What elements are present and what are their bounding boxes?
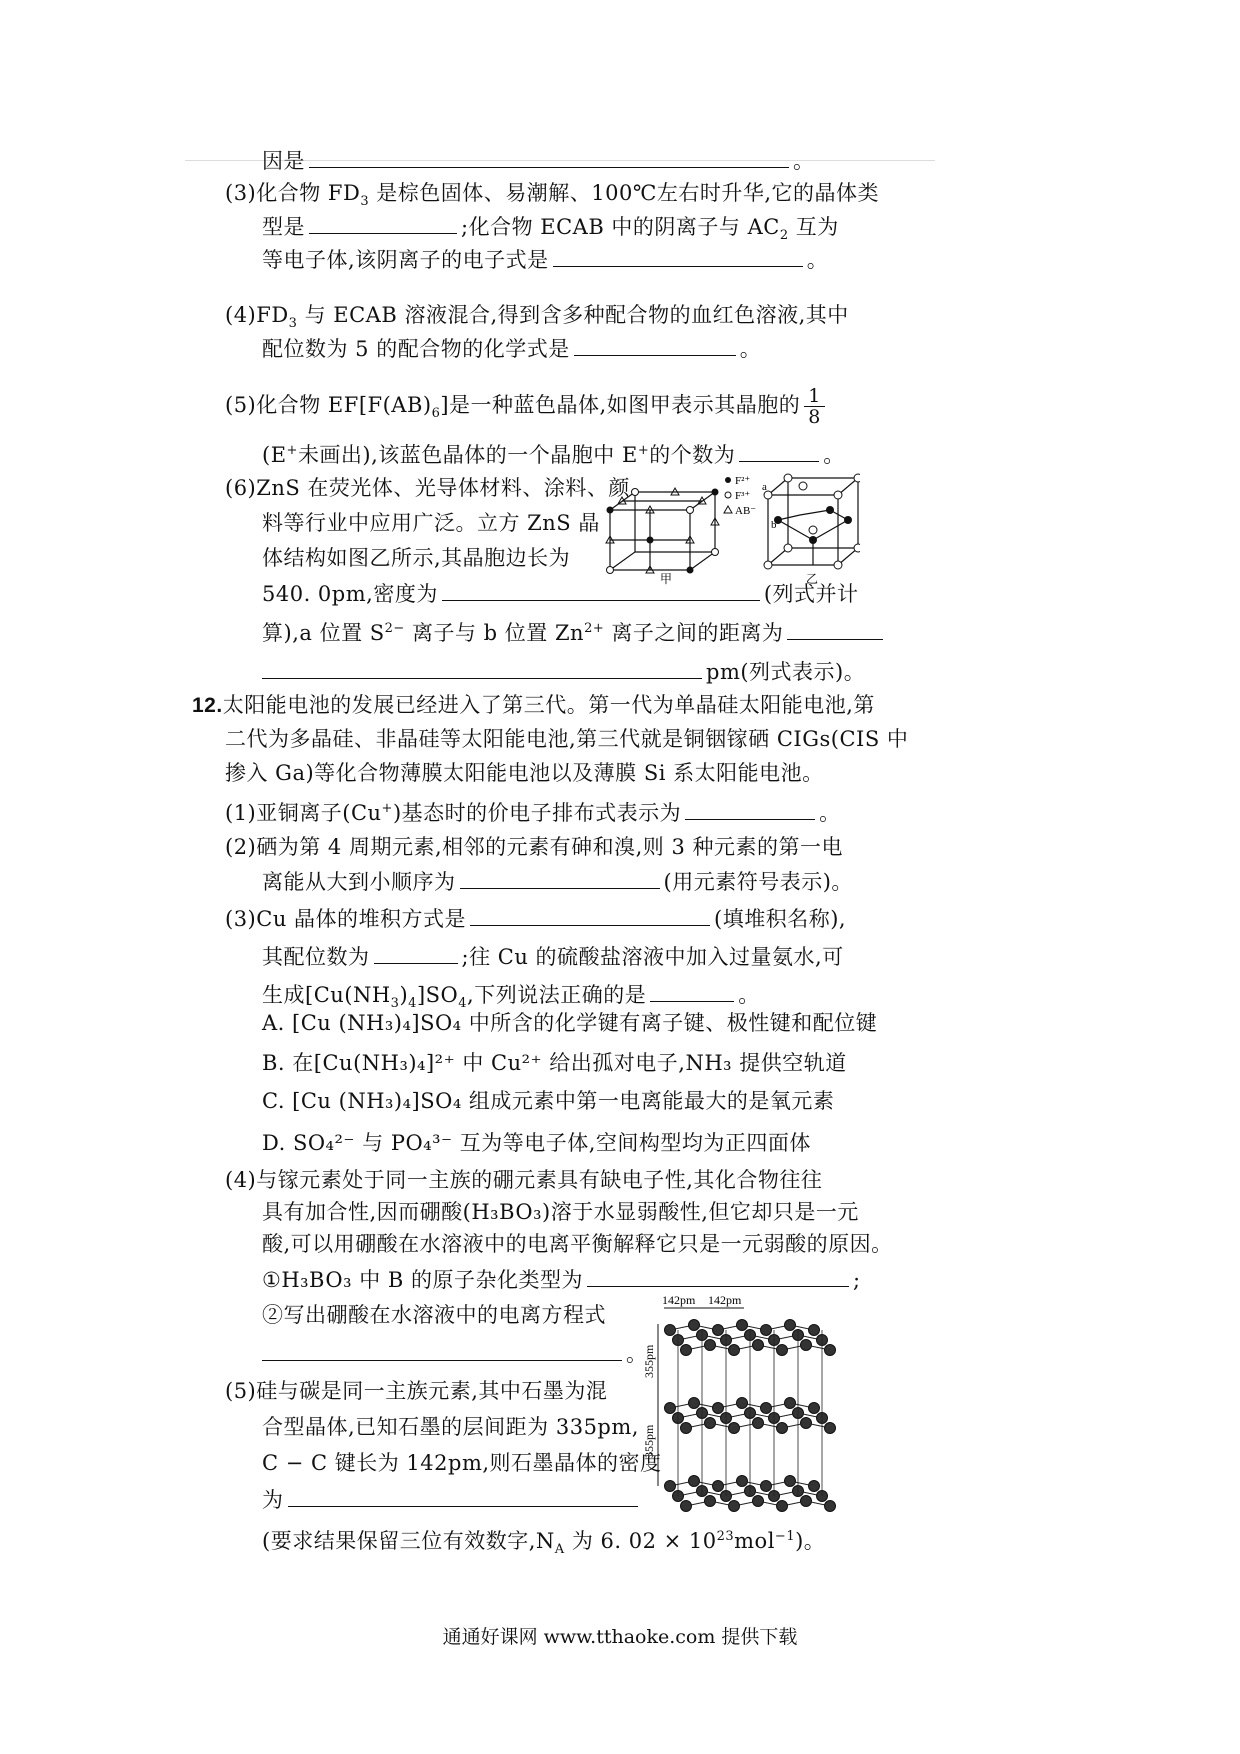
text: 生成[Cu(NH [262, 983, 391, 1007]
q12-line3: 掺入 Ga)等化合物薄膜太阳能电池以及薄膜 Si 系太阳能电池。 [225, 761, 824, 785]
text: (E [262, 443, 287, 467]
option-d: D. SO₄²⁻ 与 PO₄³⁻ 互为等电子体,空间构型均为正四面体 [262, 1131, 811, 1155]
carbon-atom [785, 1476, 796, 1487]
graphite-layers [665, 1320, 836, 1512]
answer-blank [739, 439, 819, 462]
carbon-atom [729, 1423, 740, 1434]
text: 为 6. 02 × 10 [564, 1529, 717, 1553]
fraction-denominator: 8 [808, 406, 821, 428]
p4-line2: 具有加合性,因而硼酸(H₃BO₃)溶于水显弱酸性,但它却只是一元 [262, 1200, 859, 1224]
text: 355pm [642, 1424, 656, 1458]
text: ①H₃BO₃ 中 B 的原子杂化类型为 [262, 1268, 583, 1292]
carbon-atom [681, 1345, 692, 1356]
q5-line2 [262, 436, 845, 470]
text: 。 [626, 1342, 648, 1366]
carbon-atom [681, 1501, 692, 1512]
subscript: 3 [360, 194, 370, 210]
superscript: 23 [716, 1529, 735, 1544]
answer-blank [309, 211, 457, 234]
figure-jia-label: 甲 [660, 572, 673, 585]
graphite-structure-figure [640, 1290, 855, 1512]
fraction-numerator: 1 [804, 386, 825, 407]
text: (3)化合物 FD [225, 181, 361, 205]
text: 互为 [788, 215, 839, 239]
subscript: 4 [458, 996, 468, 1012]
text: ) [399, 983, 409, 1007]
text: 离能从大到小顺序为 [262, 870, 456, 894]
pos-b-label: b [771, 519, 777, 531]
p5-line2: 合型晶体,已知石墨的层间距为 335pm, [262, 1415, 639, 1439]
carbon-atom [737, 1476, 748, 1487]
carbon-atom [729, 1345, 740, 1356]
text: 。 [739, 337, 762, 361]
subscript: 4 [408, 996, 417, 1012]
p4-line5: ②写出硼酸在水溶液中的电离方程式 [262, 1303, 606, 1327]
carbon-atom [801, 1418, 812, 1429]
p4-line1: (4)与镓元素处于同一主族的硼元素具有缺电子性,其化合物往往 [225, 1168, 823, 1192]
text: 离子与 b 位置 Zn [404, 621, 585, 645]
text: 为 [262, 1488, 284, 1512]
carbon-atom [777, 1423, 788, 1434]
graphite-bond-label-1: 142pm [662, 1293, 696, 1307]
superscript: 2+ [584, 621, 605, 636]
text: 355pm [642, 1344, 656, 1378]
answer-blank [288, 1484, 638, 1507]
carbon-atom [665, 1403, 676, 1414]
footer-text: 通通好课网 www.tthaoke.com 提供下载 [442, 1626, 798, 1648]
subscript: 3 [390, 996, 400, 1012]
carbon-atom [753, 1496, 764, 1507]
p5-line3: C − C 键长为 142pm,则石墨晶体的密度 [262, 1451, 662, 1475]
carbon-atom [801, 1340, 812, 1351]
text: 因是 [262, 149, 305, 173]
answer-blank [574, 333, 736, 356]
superscript: −1 [774, 1529, 796, 1544]
text: ;化合物 ECAB 中的阴离子与 AC [461, 215, 780, 239]
answer-blank [374, 941, 458, 964]
answer-blank [262, 1338, 622, 1361]
text: (1)亚铜离子(Cu [225, 801, 382, 825]
option-a: A. [Cu (NH₃)₄]SO₄ 中所含的化学键有离子键、极性键和配位键 [262, 1011, 878, 1035]
q6-line3: 体结构如图乙所示,其晶胞边长为 [262, 546, 571, 570]
answer-blank [309, 145, 789, 168]
q6-line6 [262, 656, 865, 687]
text: )。 [795, 1529, 826, 1553]
carbon-atom [689, 1398, 700, 1409]
p3-line2 [262, 941, 844, 972]
carbon-atom [825, 1345, 836, 1356]
legend-f3: F³⁺ [735, 490, 751, 502]
carbon-atom [665, 1325, 676, 1336]
carbon-atom [729, 1501, 740, 1512]
carbon-atom [777, 1501, 788, 1512]
text: 太阳能电池的发展已经进入了第三代。第一代为单晶硅太阳能电池,第 [222, 693, 875, 717]
carbon-atom [825, 1501, 836, 1512]
text: ;往 Cu 的硫酸盐溶液中加入过量氨水,可 [461, 945, 844, 969]
carbon-atom [753, 1340, 764, 1351]
carbon-atom [737, 1320, 748, 1331]
carbon-atom [705, 1418, 716, 1429]
p4-line6 [262, 1338, 648, 1369]
text: ; [852, 1268, 861, 1292]
q6-line1: (6)ZnS 在荧光体、光导体材料、涂料、颜 [225, 476, 630, 500]
text: (3)Cu 晶体的堆积方式是 [225, 907, 467, 931]
text: 其配位数为 [262, 945, 370, 969]
text: (列式并计 [763, 582, 859, 606]
layer-spacing-label-1 [642, 1344, 656, 1378]
carbon-atom [705, 1496, 716, 1507]
p2-line2 [262, 866, 853, 897]
carbon-atom [809, 1325, 820, 1336]
text: 等电子体,该阴离子的电子式是 [262, 248, 549, 272]
superscript: + [637, 443, 650, 458]
text: ]SO [416, 983, 459, 1007]
q12-line2: 二代为多晶硅、非晶硅等太阳能电池,第三代就是铜铟镓硒 CIGs(CIS 中 [225, 727, 909, 751]
carbon-atom [785, 1320, 796, 1331]
carbon-atom [761, 1325, 772, 1336]
answer-blank [587, 1264, 849, 1287]
subscript: 6 [431, 406, 441, 422]
text: mol [734, 1529, 775, 1553]
option-b: B. 在[Cu(NH₃)₄]²⁺ 中 Cu²⁺ 给出孤对电子,NH₃ 提供空轨道 [262, 1051, 847, 1075]
subscript: A [554, 1542, 565, 1558]
answer-blank [787, 617, 883, 640]
carbon-atom [713, 1481, 724, 1492]
answer-blank [470, 903, 710, 926]
carbon-atom [705, 1340, 716, 1351]
text: 。 [738, 983, 760, 1007]
legend-ab: AB⁻ [735, 505, 757, 517]
carbon-atom [761, 1481, 772, 1492]
figure-jia-legend [724, 475, 756, 517]
text: pm(列式表示)。 [706, 660, 866, 684]
graphite-bond-label-2: 142pm [708, 1293, 742, 1307]
p5-line4 [262, 1484, 642, 1515]
text: 与 ECAB 溶液混合,得到含多种配合物的血红色溶液,其中 [297, 303, 849, 327]
figure-yi-label: 乙 [806, 572, 819, 585]
text: (填堆积名称), [714, 907, 847, 931]
text: ]是一种蓝色晶体,如图甲表示其晶胞的 [440, 393, 801, 417]
subscript: 2 [779, 228, 789, 244]
q4-line2 [262, 333, 761, 364]
text: 的个数为 [649, 443, 736, 467]
text: (5)化合物 EF[F(AB) [225, 393, 432, 417]
p5-line1: (5)硅与碳是同一主族元素,其中石墨为混 [225, 1379, 608, 1403]
line-cause [262, 145, 815, 176]
superscript: 2− [384, 621, 405, 636]
option-c: C. [Cu (NH₃)₄]SO₄ 组成元素中第一电离能最大的是氧元素 [262, 1089, 835, 1113]
answer-blank [262, 656, 702, 679]
q12-line1 [192, 690, 875, 721]
text: 未画出),该蓝色晶体的一个晶胞中 E [297, 443, 638, 467]
text: (用元素符号表示)。 [663, 870, 853, 894]
carbon-atom [713, 1403, 724, 1414]
text: ,下列说法正确的是 [467, 983, 647, 1007]
answer-blank [553, 244, 803, 267]
answer-blank [685, 797, 815, 820]
text: 型是 [262, 215, 305, 239]
text: 离子之间的距离为 [604, 621, 784, 645]
p3-line1 [225, 903, 846, 934]
text: 配位数为 5 的配合物的化学式是 [262, 337, 570, 361]
text: 是棕色固体、易潮解、100℃左右时升华,它的晶体类 [369, 181, 880, 205]
answer-blank [650, 979, 734, 1002]
carbon-atom [737, 1398, 748, 1409]
superscript: + [381, 801, 393, 816]
p2-line1: (2)硒为第 4 周期元素,相邻的元素有砷和溴,则 3 种元素的第一电 [225, 835, 844, 859]
q5-line1 [225, 386, 829, 429]
pos-a-label: a [762, 481, 767, 493]
carbon-atom [761, 1403, 772, 1414]
answer-blank [460, 866, 660, 889]
text: (4)FD [225, 303, 289, 327]
p4-line3: 酸,可以用硼酸在水溶液中的电离平衡解释它只是一元弱酸的原因。 [262, 1232, 893, 1256]
carbon-atom [689, 1476, 700, 1487]
text: 算),a 位置 S [262, 621, 385, 645]
layer-spacing-label-2 [642, 1424, 656, 1458]
text: 。 [793, 149, 815, 173]
carbon-atom [809, 1481, 820, 1492]
carbon-atom [681, 1423, 692, 1434]
subscript: 3 [288, 316, 298, 332]
question-number: 12. [192, 694, 223, 717]
carbon-atom [689, 1320, 700, 1331]
text: 540. 0pm,密度为 [262, 582, 438, 606]
text: 。 [823, 443, 845, 467]
carbon-atom [713, 1325, 724, 1336]
carbon-atom [777, 1345, 788, 1356]
p1-line [225, 794, 841, 828]
q3-line3 [262, 244, 828, 275]
legend-f2: F²⁺ [735, 475, 751, 487]
p5-line5 [262, 1522, 825, 1565]
fraction-one-eighth [804, 386, 825, 427]
q6-line2: 料等行业中应用广泛。立方 ZnS 晶 [262, 511, 600, 535]
q6-line5 [262, 614, 887, 648]
crystal-figures [600, 470, 860, 585]
carbon-atom [801, 1496, 812, 1507]
text: )基态时的价电子排布式表示为 [392, 801, 682, 825]
carbon-atom [825, 1423, 836, 1434]
carbon-atom [665, 1481, 676, 1492]
text: 。 [819, 801, 841, 825]
text: 。 [806, 248, 829, 272]
text: (要求结果保留三位有效数字,N [262, 1529, 555, 1553]
carbon-atom [785, 1398, 796, 1409]
carbon-atom [753, 1418, 764, 1429]
superscript: + [286, 443, 298, 458]
carbon-atom [809, 1403, 820, 1414]
